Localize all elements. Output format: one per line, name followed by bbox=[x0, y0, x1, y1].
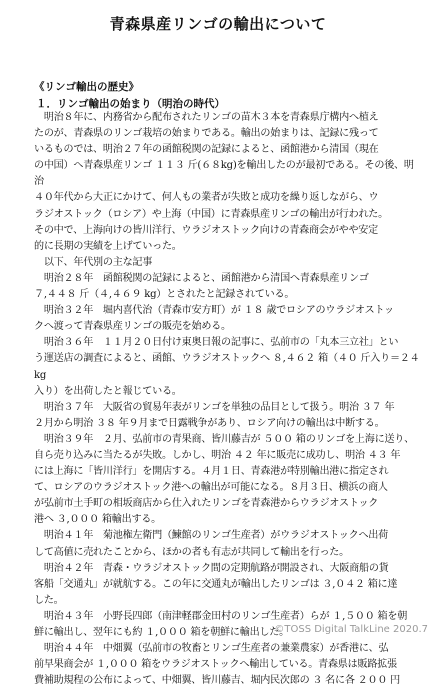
paragraph-meiji-41: 明治４１年 菊池権左衛門（鰊館のリンゴ生産者）がウラジオストックへ出荷 して高値に売れたことから、ほかの者も有志が共同して輸出を行った。 bbox=[34, 530, 388, 558]
paragraph-list-intro: 以下、年代別の主な記事 bbox=[34, 256, 153, 268]
copyright-footer: ©TOSS Digital TalkLine 2020.7 bbox=[274, 624, 428, 635]
paragraph-meiji-28: 明治２８年 函館税関の記録によると、函館港から清国へ青森県産リンゴ ７,４４８ 斤（４,４６９ kg）とされたと記録されている。 bbox=[34, 272, 369, 301]
section-heading: １．リンゴ輸出の始まり（明治の時代） bbox=[36, 98, 225, 110]
paragraph-meiji-44: 明治４４年 中畑翼（弘前市の牧畜とリンゴ生産者の兼業農家）が香港に、弘 前早果商会が １,０００ 箱をウラジオストックへ輸出している。青森県は販路拡張 費補助規程の公布によって、中畑翼、皆川藤吉、堀内民次郎の ３ 名に各 ２００ 円 bbox=[34, 643, 401, 687]
paragraph-meiji-39: 明治３９年 ２月、弘前市の青果商、皆川藤吉が ５００ 箱のリンゴを上海に送り、 自ら売り込みに当たるが失敗。しかし、明治 ４２ 年に販売に成功し、明治 ４３ 年 には上海に「皆川洋行」を開店する。４月１日、青森港が特別輸出港に指定され て、ロシアのウラジオストック港への輸出が可能になる。８月３日、横浜の商人 が弘前市土手町の相坂商店から仕入れたリンゴを青森港からウラジオストック 港へ ３,０００ 箱輸出する。 bbox=[34, 433, 414, 526]
paragraph-meiji-42: 明治４２年 青森・ウラジオストック間の定期航路が開設され、大阪商船の貨 客船「交通丸」が就航する。この年に交通丸が輸出したリンゴは ３,０４２ 箱に達 した。 bbox=[34, 562, 398, 606]
paragraph-meiji-36: 明治３６年 １１月２０日付け東奥日報の記事に、弘前市の「丸本三立社」とい う運送店の調査によると、函館、ウラジオストックへ ８,４６２ 箱（４０ 斤入り＝２４kg 入り）を出荷したと報じている。 bbox=[34, 337, 420, 397]
document-body bbox=[34, 110, 422, 689]
paragraph-meiji-37: 明治３７年 大阪省の貿易年表がリンゴを単独の品目として扱う。明治 ３７ 年 ２月から明治 ３８ 年９月まで日露戦争があり、ロシア向けの輸出は中断する。 bbox=[34, 401, 395, 429]
paragraph-intro: 明治８年に、内務省から配布されたリンゴの苗木３本を青森県庁構内へ植え たのが、青森県のリンゴ栽培の始まりである。輸出の始まりは、記録に残って いるものでは、明治２７年の函館税関の記録によると、函館港から清国（現在 の中国）へ青森県産リンゴ １１３ 斤(６８kg)を輸出したのが最初である。その後、明治 ４０年代から大正にかけて、何人もの業者が失敗と成功を繰り返しながら、ウ ラジオストック（ロシア）や上海（中国）に青森県産リンゴの輸出が行われた。 その中で、上海向けの皆川洋行、ウラジオストック向けの青森商会がやや安定 的に長期の実績を上げていった。 bbox=[34, 112, 414, 252]
paragraph-meiji-32: 明治３２年 堀内喜代治（青森市安方町）が １８ 歳でロシアのウラジオストッ クへ渡って青森県産リンゴの販売を始める。 bbox=[34, 305, 394, 333]
document-title: 青森県産リンゴの輸出について bbox=[109, 15, 327, 33]
paragraph-meiji-43: 明治４３年 小野長四郎（南津軽郡金田村のリンゴ生産者）らが １,５００ 箱を朝 鮮に輸出し、翌年にも約 １,０００ 箱を朝鮮に輸出した。 bbox=[34, 610, 408, 638]
section-label: 《リンゴ輸出の歴史》 bbox=[34, 81, 139, 93]
